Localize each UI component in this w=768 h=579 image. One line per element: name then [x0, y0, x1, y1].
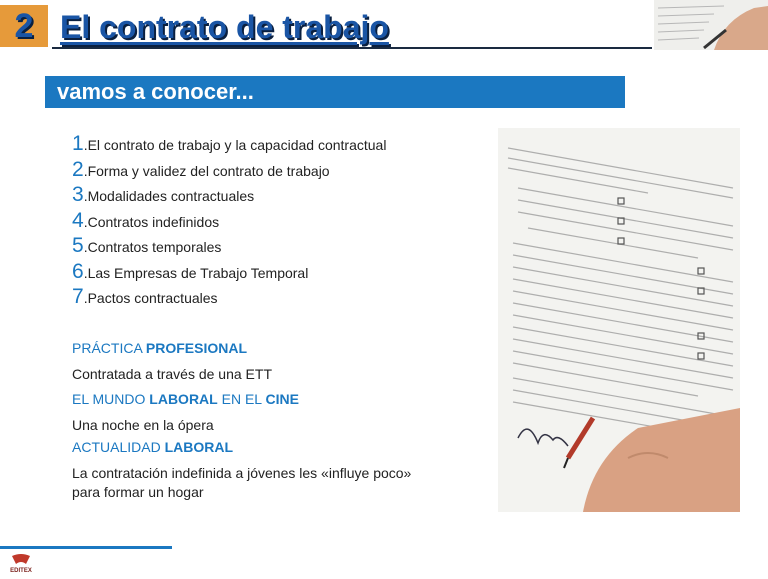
actualidad-laboral-label: ACTUALIDAD LABORAL [72, 439, 234, 455]
list-item: 2 . Forma y validez del contrato de trabajo [72, 157, 330, 181]
page-title: El contrato de trabajo [60, 9, 389, 45]
editex-logo [4, 554, 38, 574]
practica-profesional-text: Contratada a través de una ETT [72, 366, 272, 382]
topics-list [72, 132, 386, 311]
topic-number: 3 [72, 183, 84, 206]
list-item: 1 . El contrato de trabajo y la capacidad contractual [72, 132, 387, 155]
topic-number: 5 [72, 234, 84, 257]
footer-divider [0, 546, 172, 549]
topic-number: 6 [72, 259, 84, 283]
list-item: 3 . Modalidades contractuales [72, 183, 255, 206]
topic-text: Modalidades contractuales [87, 188, 255, 204]
list-item: 7 . Pactos contractuales [72, 285, 218, 308]
chapter-number: 2 [14, 6, 34, 45]
extra-sections [72, 339, 502, 502]
actualidad-laboral-text-line1: La contratación indefinida a jóvenes les «influye poco» [72, 465, 412, 481]
topic-text: Contratos indefinidos [87, 213, 220, 230]
topic-text: Forma y validez del contrato de trabajo [87, 162, 330, 179]
practica-profesional-label: PRÁCTICA PROFESIONAL [72, 340, 248, 356]
topic-text: El contrato de trabajo y la capacidad contractual [87, 137, 387, 153]
svg-text:EDITEX: EDITEX [10, 568, 32, 574]
mundo-laboral-cine-text: Una noche en la ópera [72, 417, 214, 433]
title-divider [52, 47, 652, 49]
chapter-number-box [0, 5, 48, 47]
mundo-laboral-cine-label: EL MUNDO LABORAL EN EL CINE [72, 391, 299, 407]
topic-number: 7 [72, 285, 84, 308]
actualidad-laboral-text-line2: para formar un hogar [72, 484, 204, 500]
list-item: 5 . Contratos temporales [72, 234, 222, 257]
topic-text: Las Empresas de Trabajo Temporal [87, 264, 309, 281]
contract-document-photo [498, 128, 740, 512]
section-banner: vamos a conocer... [45, 76, 625, 108]
topic-number: 4 [72, 208, 84, 232]
topic-number: 1 [72, 132, 84, 155]
topic-number: 2 [72, 157, 84, 181]
list-item: 6 . Las Empresas de Trabajo Temporal [72, 259, 309, 283]
topic-text: Pactos contractuales [87, 290, 218, 306]
topic-text: Contratos temporales [87, 239, 222, 255]
list-item: 4 . Contratos indefinidos [72, 208, 220, 232]
corner-photo-image [654, 0, 768, 50]
